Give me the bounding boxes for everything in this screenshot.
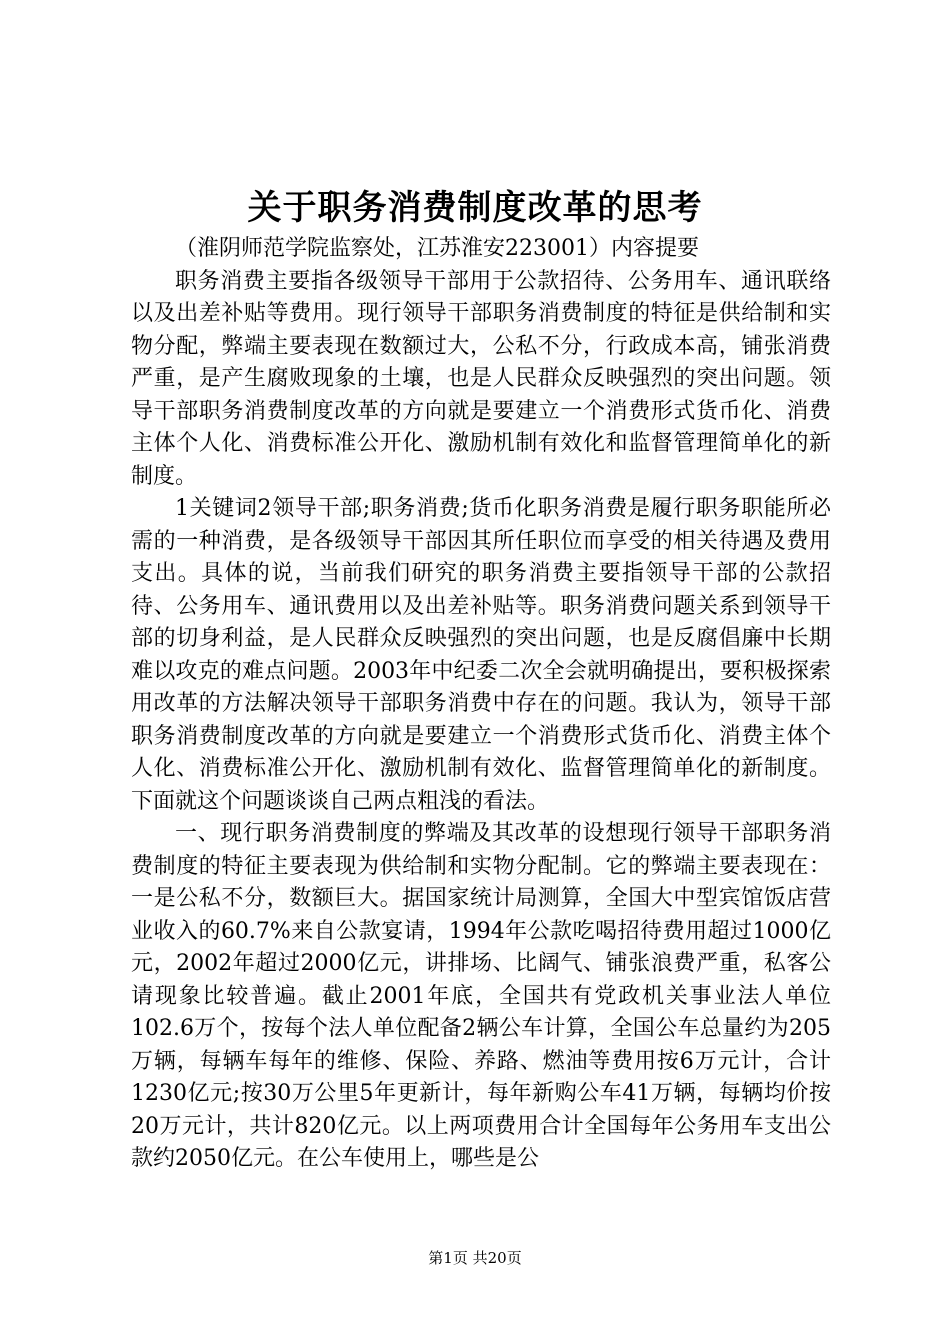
document-body [131,233,831,1176]
paragraph-section-one: 一、现行职务消费制度的弊端及其改革的设想现行领导干部职务消费制度的特征主要表现为供给制和实物分配制。它的弊端主要表现在：一是公私不分，数额巨大。据国家统计局测算，全国大中型宾馆饭店营业收入的60.7%来自公款宴请，1994年公款吃喝招待费用超过1000亿元，2002年超过2000亿元，讲排场、比阔气、铺张浪费严重，私客公请现象比较普遍。截止2001年底，全国共有党政机关事业法人单位102.6万个，按每个法人单位配备2辆公车计算，全国公车总量约为205万辆，每辆车每年的维修、保险、养路、燃油等费用按6万元计，合计1230亿元;按30万公里5年更新计，每年新购公车41万辆，每辆均价按20万元计，共计820亿元。以上两项费用合计全国每年公务用车支出公款约2050亿元。在公车使用上，哪些是公 [131,821,831,1171]
page-number-footer: 第1页 共20页 [428,1249,522,1267]
author-affiliation: （淮阴师范学院监察处，江苏淮安223001）内容提要 [175,236,699,261]
paragraph-abstract: 职务消费主要指各级领导干部用于公款招待、公务用车、通讯联络以及出差补贴等费用。现行领导干部职务消费制度的特征是供给制和实物分配，弊端主要表现在数额过大，公私不分，行政成本高，铺张消费严重，是产生腐败现象的土壤，也是人民群众反映强烈的突出问题。领导干部职务消费制度改革的方向就是要建立一个消费形式货币化、消费主体个人化、消费标准公开化、激励机制有效化和监督管理简单化的新制度。 [131,268,831,489]
paragraph-keywords-intro: 1关键词2领导干部;职务消费;货币化职务消费是履行职务职能所必需的一种消费，是各级领导干部因其所任职位而享受的相关待遇及费用支出。具体的说，当前我们研究的职务消费主要指领导干部的公款招待、公务用车、通讯费用以及出差补贴等。职务消费问题关系到领导干部的切身利益，是人民群众反映强烈的突出问题，也是反腐倡廉中长期难以攻克的难点问题。2003年中纪委二次全会就明确提出，要积极探索用改革的方法解决领导干部职务消费中存在的问题。我认为，领导干部职务消费制度改革的方向就是要建立一个消费形式货币化、消费主体个人化、消费标准公开化、激励机制有效化、监督管理简单化的新制度。下面就这个问题谈谈自己两点粗浅的看法。 [131,496,831,814]
document-title: 关于职务消费制度改革的思考 [247,188,703,228]
